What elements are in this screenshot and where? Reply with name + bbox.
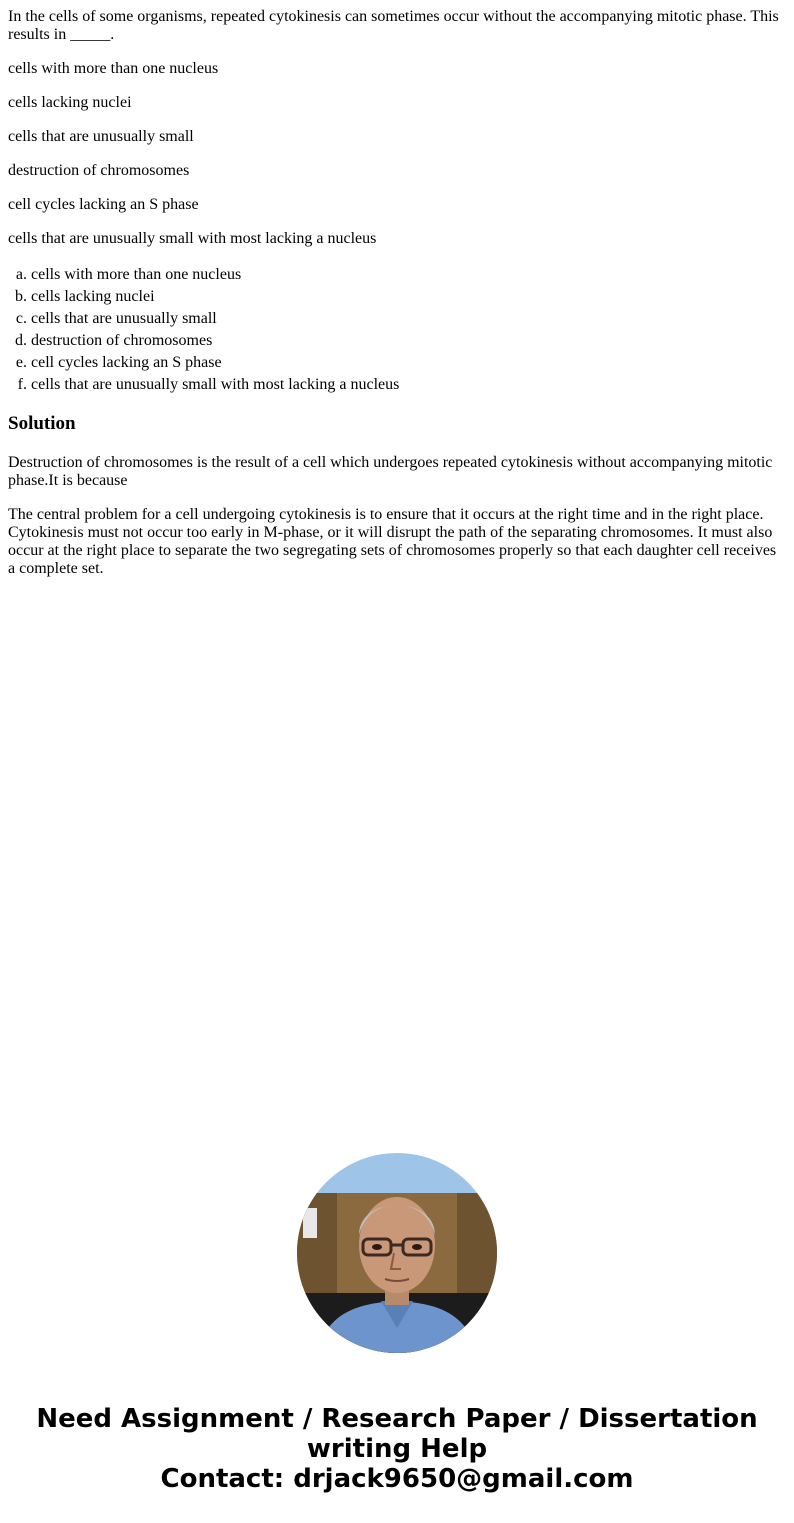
solution-paragraph: The central problem for a cell undergoing cytokinesis is to ensure that it occurs at the right time and in the right place. Cytokinesis must not occur too early in M-phase, or it will disrupt the path of the separating chromosomes. It must also occur at the right place to separate the two segregating sets of chromosomes properly so that each daughter cell receives a complete set.	[8, 506, 777, 577]
option-text: destruction of chromosomes	[8, 162, 190, 179]
option-text: cells with more than one nucleus	[8, 60, 219, 77]
solution-heading: Solution	[8, 413, 76, 434]
choice-item: f. cells that are unusually small with most lacking a nucleus	[31, 374, 786, 396]
choices-list	[8, 264, 786, 396]
solution-paragraph: Destruction of chromosomes is the result of a cell which undergoes repeated cytokinesis without accompanying mitotic phase.It is because	[8, 454, 773, 489]
option-text: cells lacking nuclei	[8, 94, 132, 111]
choice-item: c. cells that are unusually small	[31, 308, 786, 330]
avatar-portrait-image	[297, 1153, 497, 1353]
option-text: cells that are unusually small	[8, 128, 194, 145]
choice-item: d. destruction of chromosomes	[31, 330, 786, 352]
page-content	[8, 8, 786, 594]
footer-line: Need Assignment / Research Paper / Dissertation	[36, 1404, 758, 1434]
question-text: In the cells of some organisms, repeated cytokinesis can sometimes occur without the accompanying mitotic phase. This results in _____.	[8, 8, 779, 43]
footer-contact	[0, 1404, 794, 1494]
choice-item: e. cell cycles lacking an S phase	[31, 352, 786, 374]
footer-line: writing Help	[306, 1434, 488, 1464]
choice-item: a. cells with more than one nucleus	[31, 264, 786, 286]
choice-item: b. cells lacking nuclei	[31, 286, 786, 308]
option-text: cell cycles lacking an S phase	[8, 196, 199, 213]
footer-contact-email: Contact: drjack9650@gmail.com	[160, 1464, 634, 1494]
avatar	[297, 1153, 497, 1353]
option-text: cells that are unusually small with most lacking a nucleus	[8, 230, 377, 247]
